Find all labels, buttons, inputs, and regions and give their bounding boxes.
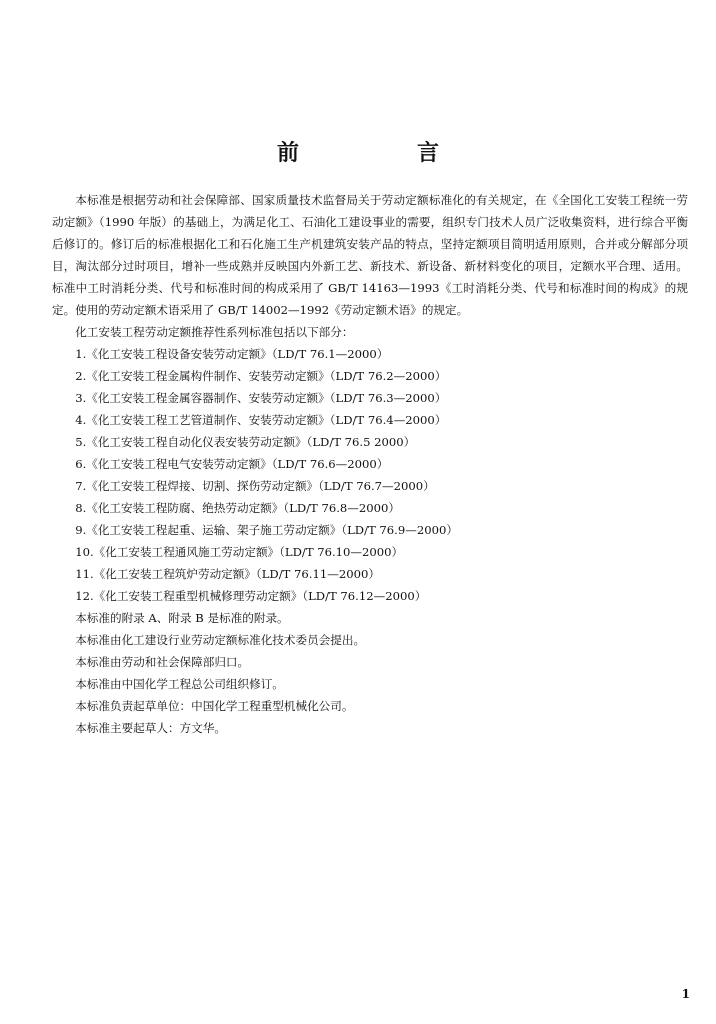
list-item: 7.《化工安装工程焊接、切割、探伤劳动定额》（LD/T 76.7—2000） [75, 479, 435, 493]
drafter-note: 本标准主要起草人：方文华。 [75, 721, 226, 735]
list-item: 9.《化工安装工程起重、运输、架子施工劳动定额》（LD/T 76.9—2000） [75, 523, 458, 537]
list-item: 11.《化工安装工程筑炉劳动定额》（LD/T 76.11—2000） [75, 567, 380, 581]
list-item: 6.《化工安装工程电气安装劳动定额》（LD/T 76.6—2000） [75, 457, 389, 471]
administrator-note: 本标准由劳动和社会保障部归口。 [75, 655, 250, 669]
list-item: 8.《化工安装工程防腐、绝热劳动定额》（LD/T 76.8—2000） [75, 501, 400, 515]
proposer-note: 本标准由化工建设行业劳动定额标准化技术委员会提出。 [75, 633, 366, 647]
list-item: 4.《化工安装工程工艺管道制作、安装劳动定额》（LD/T 76.4—2000） [75, 413, 447, 427]
list-item: 10.《化工安装工程通风施工劳动定额》（LD/T 76.10—2000） [75, 545, 404, 559]
list-item: 5.《化工安装工程自动化仪表安装劳动定额》（LD/T 76.5 2000） [75, 435, 416, 449]
page-title: 前 言 [276, 140, 487, 166]
list-item: 1.《化工安装工程设备安装劳动定额》（LD/T 76.1—2000） [75, 347, 389, 361]
drafting-unit-note: 本标准负责起草单位：中国化学工程重型机械化公司。 [75, 699, 354, 713]
organizer-note: 本标准由中国化学工程总公司组织修订。 [75, 677, 284, 691]
list-item: 2.《化工安装工程金属构件制作、安装劳动定额》（LD/T 76.2—2000） [75, 369, 447, 383]
list-item: 3.《化工安装工程金属容器制作、安装劳动定额》（LD/T 76.3—2000） [75, 391, 447, 405]
list-item: 12.《化工安装工程重型机械修理劳动定额》（LD/T 76.12—2000） [75, 589, 427, 603]
intro-paragraph: 本标准是根据劳动和社会保障部、国家质量技术监督局关于劳动定额标准化的有关规定，在《全国化工安装工程统一劳动定额》（1990 年版）的基础上，为满足化工、石油化工建设事业的需要，组织专门技术人员广泛收集资料，进行综合平衡后修订的。修订后的标准根据化工和石化施工生产机建筑安装产品的特点，坚持定额项目简明适用原则，合并或分解部分项目，淘汰部分过时项目，增补一些成熟并反映国内外新工艺、新技术、新设备、新材料变化的项目，定额水平合理、适用。标准中工时消耗分类、代号和标准时间的构成采用了 GB/T 14163—1993《工时消耗分类、代号和标准时间的构成》的规定。使用的劳动定额术语采用了 GB/T 14002—1992《劳动定额术语》的规定。 [52, 193, 688, 317]
appendix-note: 本标准的附录 A、附录 B 是标准的附录。 [75, 611, 289, 625]
standards-list [52, 343, 688, 607]
series-intro: 化工安装工程劳动定额推荐性系列标准包括以下部分： [75, 325, 354, 339]
document-body [52, 189, 688, 739]
page-number: 1 [681, 987, 690, 1001]
